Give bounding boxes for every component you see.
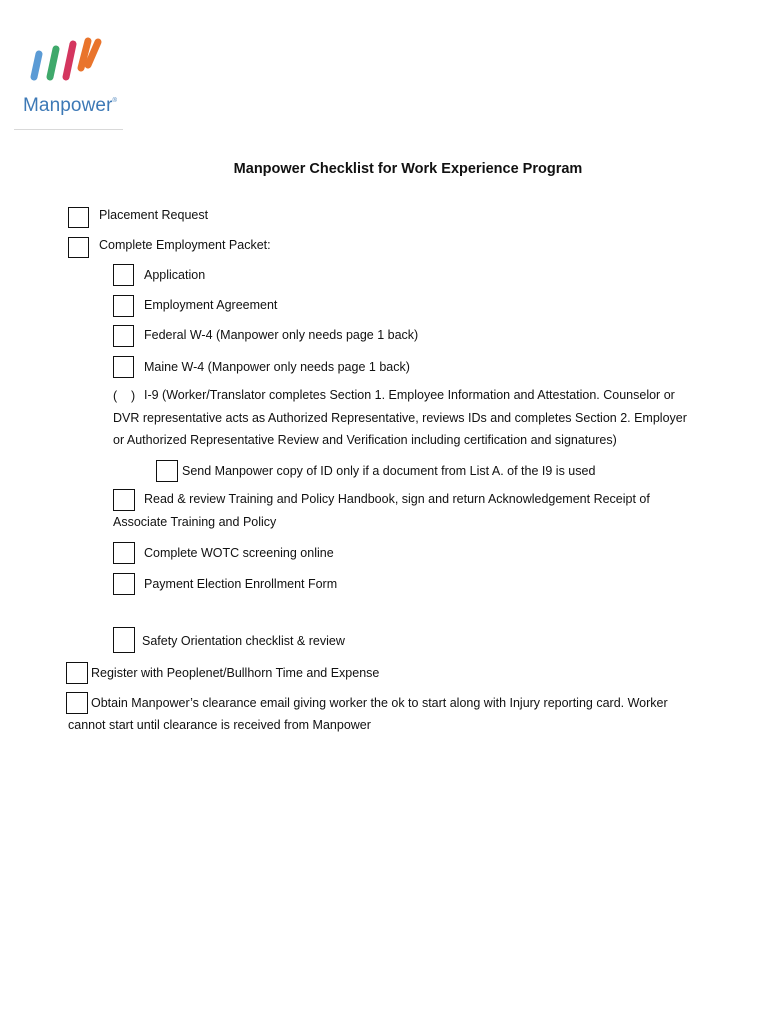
send-id-copy-label: Send Manpower copy of ID only if a document from List A. of the I9 is used <box>182 464 596 478</box>
employment-agreement-checkbox[interactable] <box>113 295 134 317</box>
clearance-line-1: Obtain Manpower’s clearance email giving worker the ok to start along with Injury reporting card. Worker <box>91 696 668 710</box>
safety-orientation-label: Safety Orientation checklist & review <box>142 634 345 648</box>
maine-w4-checkbox[interactable] <box>113 356 134 378</box>
send-id-copy-checkbox[interactable] <box>156 460 178 482</box>
i9-line-2: DVR representative acts as Authorized Representative, reviews IDs and completes Section 2. Employer <box>113 411 687 425</box>
application-label: Application <box>144 268 206 282</box>
logo-divider <box>14 129 123 130</box>
i9-line-1: I-9 (Worker/Translator completes Section 1. Employee Information and Attestation. Counselor or <box>144 388 675 402</box>
page-title: Manpower Checklist for Work Experience Program <box>233 161 583 177</box>
i9-marker[interactable]: ( ) <box>113 389 136 403</box>
peoplenet-checkbox[interactable] <box>66 662 88 684</box>
maine-w4-label: Maine W-4 (Manpower only needs page 1 back) <box>144 360 410 374</box>
i9-line-3: or Authorized Representative Review and Verification including certification and signatures) <box>113 433 617 447</box>
federal-w4-label: Federal W-4 (Manpower only needs page 1 back) <box>144 328 419 342</box>
safety-orientation-checkbox[interactable] <box>113 627 135 653</box>
placement-request-label: Placement Request <box>99 208 209 222</box>
federal-w4-checkbox[interactable] <box>113 325 134 347</box>
manpower-logo-text <box>23 95 117 117</box>
clearance-checkbox[interactable] <box>66 692 88 714</box>
clearance-line-2: cannot start until clearance is received from Manpower <box>68 718 371 732</box>
wotc-label: Complete WOTC screening online <box>144 546 334 560</box>
trademark-symbol: ® <box>112 98 118 104</box>
employment-agreement-label: Employment Agreement <box>144 298 278 312</box>
handbook-checkbox[interactable] <box>113 489 135 511</box>
manpower-logo-icon <box>28 36 110 84</box>
peoplenet-label: Register with Peoplenet/Bullhorn Time and Expense <box>91 666 380 680</box>
employment-packet-label: Complete Employment Packet: <box>99 238 271 252</box>
application-checkbox[interactable] <box>113 264 134 286</box>
payment-election-label: Payment Election Enrollment Form <box>144 577 338 591</box>
handbook-line-1: Read & review Training and Policy Handbook, sign and return Acknowledgement Receipt of <box>144 492 650 506</box>
employment-packet-checkbox[interactable] <box>68 237 89 258</box>
handbook-line-2: Associate Training and Policy <box>113 515 277 529</box>
placement-request-checkbox[interactable] <box>68 207 89 228</box>
brand-name: Manpower <box>23 95 113 116</box>
payment-election-checkbox[interactable] <box>113 573 135 595</box>
wotc-checkbox[interactable] <box>113 542 135 564</box>
